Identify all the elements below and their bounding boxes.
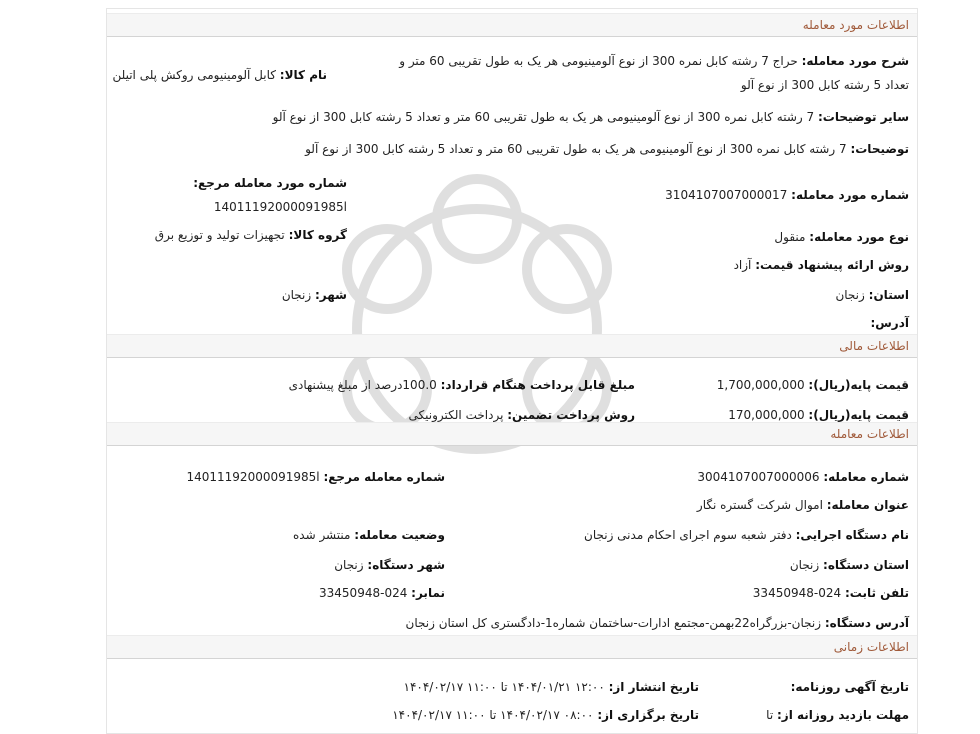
notes: توضیحات: 7 رشته کابل نمره 300 از نوع آلومینیومی هر یک به طول تقریبی 60 متر و تعداد 5 رشته کابل 300 از نوع آلو bbox=[305, 142, 909, 156]
guarantee-method: روش پرداخت تضمین: پرداخت الکترونیکی bbox=[408, 408, 635, 422]
transaction-title: عنوان معامله: اموال شرکت گستره نگار bbox=[696, 498, 909, 512]
section-header-timing: اطلاعات زمانی bbox=[107, 635, 917, 659]
hold-date: تاریخ برگزاری از: ۰۸:۰۰ ۱۴۰۴/۰۲/۱۷ تا ۱۱:۰۰ ۱۴۰۴/۰۲/۱۷ bbox=[392, 708, 699, 722]
ref-number-label: شماره مورد معامله مرجع: bbox=[193, 176, 347, 190]
deal-number: شماره مورد معامله: 3104107007000017 bbox=[665, 188, 909, 202]
org-fax: نمابر: 024-33450948 bbox=[319, 586, 445, 600]
transaction-status: وضعیت معامله: منتشر شده bbox=[292, 528, 445, 542]
price-method: روش ارائه پیشنهاد قیمت: آزاد bbox=[733, 258, 909, 272]
goods-group: گروه کالا: تجهیزات تولید و توزیع برق bbox=[154, 228, 347, 242]
province: استان: زنجان bbox=[835, 288, 909, 302]
org-address: آدرس دستگاه: زنجان-بزرگراه22بهمن-مجتمع ادارات-ساختمان شماره1-دادگستری کل استان زنجان bbox=[405, 616, 909, 630]
transaction-ref-number: شماره معامله مرجع: 14011192000091985l bbox=[186, 470, 445, 484]
section-header-transaction: اطلاعات معامله bbox=[107, 422, 917, 446]
goods-name: نام کالا: کابل آلومینیومی روکش پلی اتیلن bbox=[112, 68, 327, 82]
org-province: استان دستگاه: زنجان bbox=[789, 558, 909, 572]
section-header-financial: اطلاعات مالی bbox=[107, 334, 917, 358]
transaction-number: شماره معامله: 3004107007000006 bbox=[697, 470, 909, 484]
payable-amount: مبلغ قابل پرداخت هنگام قرارداد: 100.0درصد از مبلغ پیشنهادی bbox=[288, 378, 635, 392]
org-phone: تلفن ثابت: 024-33450948 bbox=[752, 586, 909, 600]
address: آدرس: bbox=[870, 316, 909, 330]
parsnamad-watermark-logo bbox=[307, 159, 827, 579]
auction-detail-page bbox=[106, 8, 918, 734]
base-price-guarantee: قیمت پایه(ریال): 170,000,000 bbox=[728, 408, 909, 422]
ref-number-value: 14011192000091985l bbox=[213, 200, 347, 214]
deal-description: شرح مورد معامله: حراج 7 رشته کابل نمره 300 از نوع آلومینیومی هر یک به طول تقریبی 60 متر و تعداد 5 رشته کابل 300 از نوع آلو bbox=[399, 54, 909, 92]
section-header-deal-info: اطلاعات مورد معامله bbox=[107, 13, 917, 37]
base-price: قیمت پایه(ریال): 1,700,000,000 bbox=[716, 378, 909, 392]
city: شهر: زنجان bbox=[281, 288, 347, 302]
deal-type: نوع مورد معامله: منقول bbox=[774, 230, 909, 244]
publish-date: تاریخ انتشار از: ۱۲:۰۰ ۱۴۰۴/۰۱/۲۱ تا ۱۱:۰۰ ۱۴۰۴/۰۲/۱۷ bbox=[403, 680, 699, 694]
newspaper-date: تاریخ آگهی روزنامه: bbox=[790, 680, 909, 694]
org-city: شهر دستگاه: زنجان bbox=[334, 558, 445, 572]
other-descriptions: سایر توضیحات: 7 رشته کابل نمره 300 از نوع آلومینیومی هر یک به طول تقریبی 60 متر و تعداد 5 رشته کابل 300 از نوع آلو bbox=[272, 110, 909, 124]
visit-deadline: مهلت بازدید روزانه از: تا bbox=[766, 708, 909, 722]
executor-org: نام دستگاه اجرایی: دفتر شعبه سوم اجرای احکام مدنی زنجان bbox=[584, 528, 909, 542]
